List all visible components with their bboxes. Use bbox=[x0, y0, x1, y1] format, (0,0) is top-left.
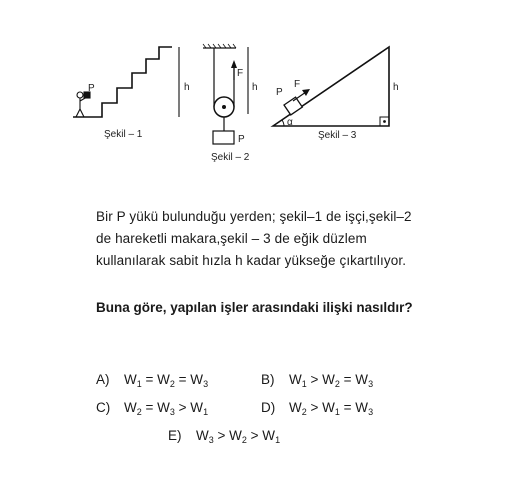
load-label: P bbox=[238, 134, 245, 145]
option-e[interactable]: E) $W_3 > W_2 > W_1$ bbox=[168, 428, 281, 445]
figure-2-caption: Şekil – 2 bbox=[211, 152, 250, 163]
option-d[interactable]: D) $W_2 > W_1 = W_3$ bbox=[261, 400, 374, 417]
angle-label: α bbox=[287, 117, 293, 128]
option-letter: B) bbox=[261, 372, 275, 387]
load-label: P bbox=[276, 87, 283, 98]
option-b[interactable]: B) $W_1 > W_2 = W_3$ bbox=[261, 372, 374, 389]
figure-2 bbox=[203, 44, 258, 163]
option-letter: C) bbox=[96, 400, 111, 415]
figure-1-caption: Şekil – 1 bbox=[104, 129, 143, 140]
worker-figure bbox=[76, 92, 90, 117]
option-letter: E) bbox=[168, 428, 182, 443]
force-label: F bbox=[237, 68, 244, 79]
right-angle-dot bbox=[383, 120, 386, 123]
load-box bbox=[213, 131, 234, 144]
figure-3-caption: Şekil – 3 bbox=[318, 130, 357, 141]
figure-1 bbox=[73, 47, 190, 140]
height-label: h bbox=[393, 82, 399, 93]
pulley-axle bbox=[222, 105, 226, 109]
option-a[interactable]: A) $W_1 = W_2 = W_3$ bbox=[96, 372, 209, 389]
option-c[interactable]: C) $W_2 = W_3 > W_1$ bbox=[96, 400, 209, 417]
force-arrow-shaft bbox=[293, 92, 306, 101]
height-label: h bbox=[252, 82, 258, 93]
option-letter: D) bbox=[261, 400, 276, 415]
figures-svg bbox=[0, 0, 529, 180]
staircase bbox=[73, 47, 172, 117]
force-label: F bbox=[294, 79, 301, 90]
force-arrow-head bbox=[231, 60, 237, 68]
option-letter: A) bbox=[96, 372, 110, 387]
force-arrow-head bbox=[302, 89, 310, 96]
load-label: P bbox=[88, 83, 95, 94]
question-prompt: Buna göre, yapılan işler arasındaki ilişki nasıldır? bbox=[96, 300, 413, 315]
figure-3 bbox=[273, 47, 399, 141]
height-label: h bbox=[184, 82, 190, 93]
question-text: Bir P yükü bulunduğu yerden; şekil–1 de işçi,şekil–2 de hareketli makara,şekil – 3 de eğik düzlem kullanılarak sabit hızla h kadar yükseğe çıkartılıyor. bbox=[96, 209, 412, 268]
